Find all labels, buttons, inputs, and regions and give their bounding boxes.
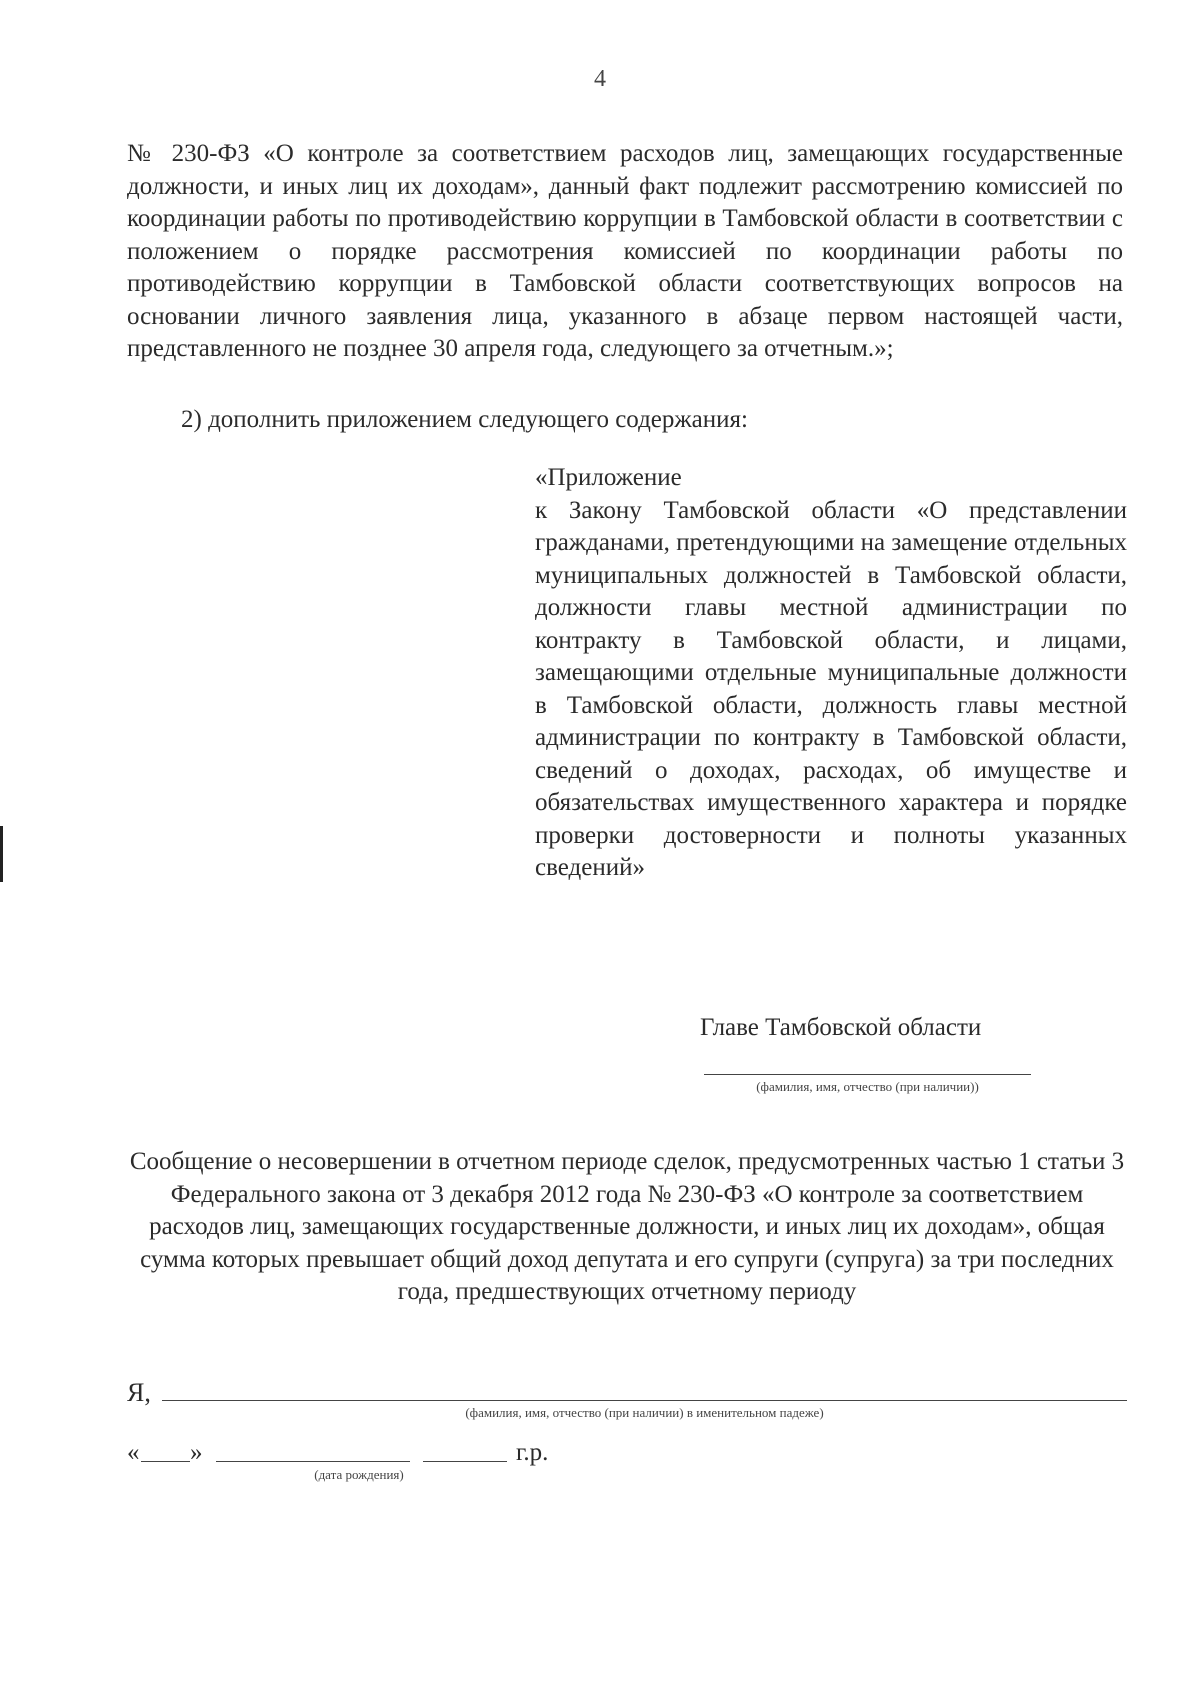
body-paragraph: № 230-ФЗ «О контроле за соответствием расходов лиц, замещающих государственные должности, и иных лиц их доходам», данный факт подлежит рассмотрению комиссией по координации работы по противодействию коррупции в Тамбовской области в соответствии с положением о порядке рассмотрения комиссией по координации работы по противодействию коррупции в Тамбовской области соответствующих вопросов на основании личного заявления лица, указанного в абзаце первом настоящей части, представленного не позднее 30 апреля года, следующего за отчетным.»; [127, 140, 1123, 362]
date-month-line [216, 1461, 410, 1462]
page-number: 4 [594, 66, 606, 92]
date-caption: (дата рождения) [314, 1467, 404, 1482]
scan-edge-mark [0, 826, 3, 882]
message-title: Сообщение о несовершении в отчетном периоде сделок, предусмотренных частью 1 статьи 3 Федерального закона от 3 декабря 2012 года № 230-ФЗ «О контроле за соответствием расходов лиц, замещающих государственные должности, и иных лиц их доходам», общая сумма которых превышает общий доход депутата и его супруги (супруга) за три последних года, предшествующих отчетному периоду [129, 1148, 1125, 1305]
name-fill-line [162, 1400, 1127, 1401]
appendix-text: к Закону Тамбовской области «О представлении гражданами, претендующими на замещение отдельных муниципальных должностей в Тамбовской области, должности главы местной администрации по контракту в Тамбовской области, и лицами, замещающими отдельные муниципальные должности в Тамбовской области, должность главы местной администрации по контракту в Тамбовской области, сведений о доходах, расходах, об имуществе и обязательствах имущественного характера и порядке проверки достоверности и полноты указанных сведений» [535, 496, 1127, 881]
ya-label: Я, [127, 1378, 151, 1407]
name-caption: (фамилия, имя, отчество (при наличии) в именительном падеже) [465, 1405, 824, 1420]
amendment-item-2: 2) дополнить приложением следующего содержания: [181, 406, 748, 433]
addressee-title: Главе Тамбовской области [700, 1014, 982, 1041]
addressee-caption: (фамилия, имя, отчество (при наличии)) [756, 1079, 979, 1094]
date-day-line [141, 1461, 190, 1462]
appendix-block [535, 462, 1127, 885]
addressee-name-line [704, 1074, 1031, 1075]
appendix-heading: «Приложение [535, 464, 682, 491]
date-year-line [423, 1461, 507, 1462]
date-open-quote: « [127, 1439, 140, 1466]
date-suffix: г.р. [516, 1439, 549, 1466]
date-close-quote: » [190, 1439, 203, 1466]
